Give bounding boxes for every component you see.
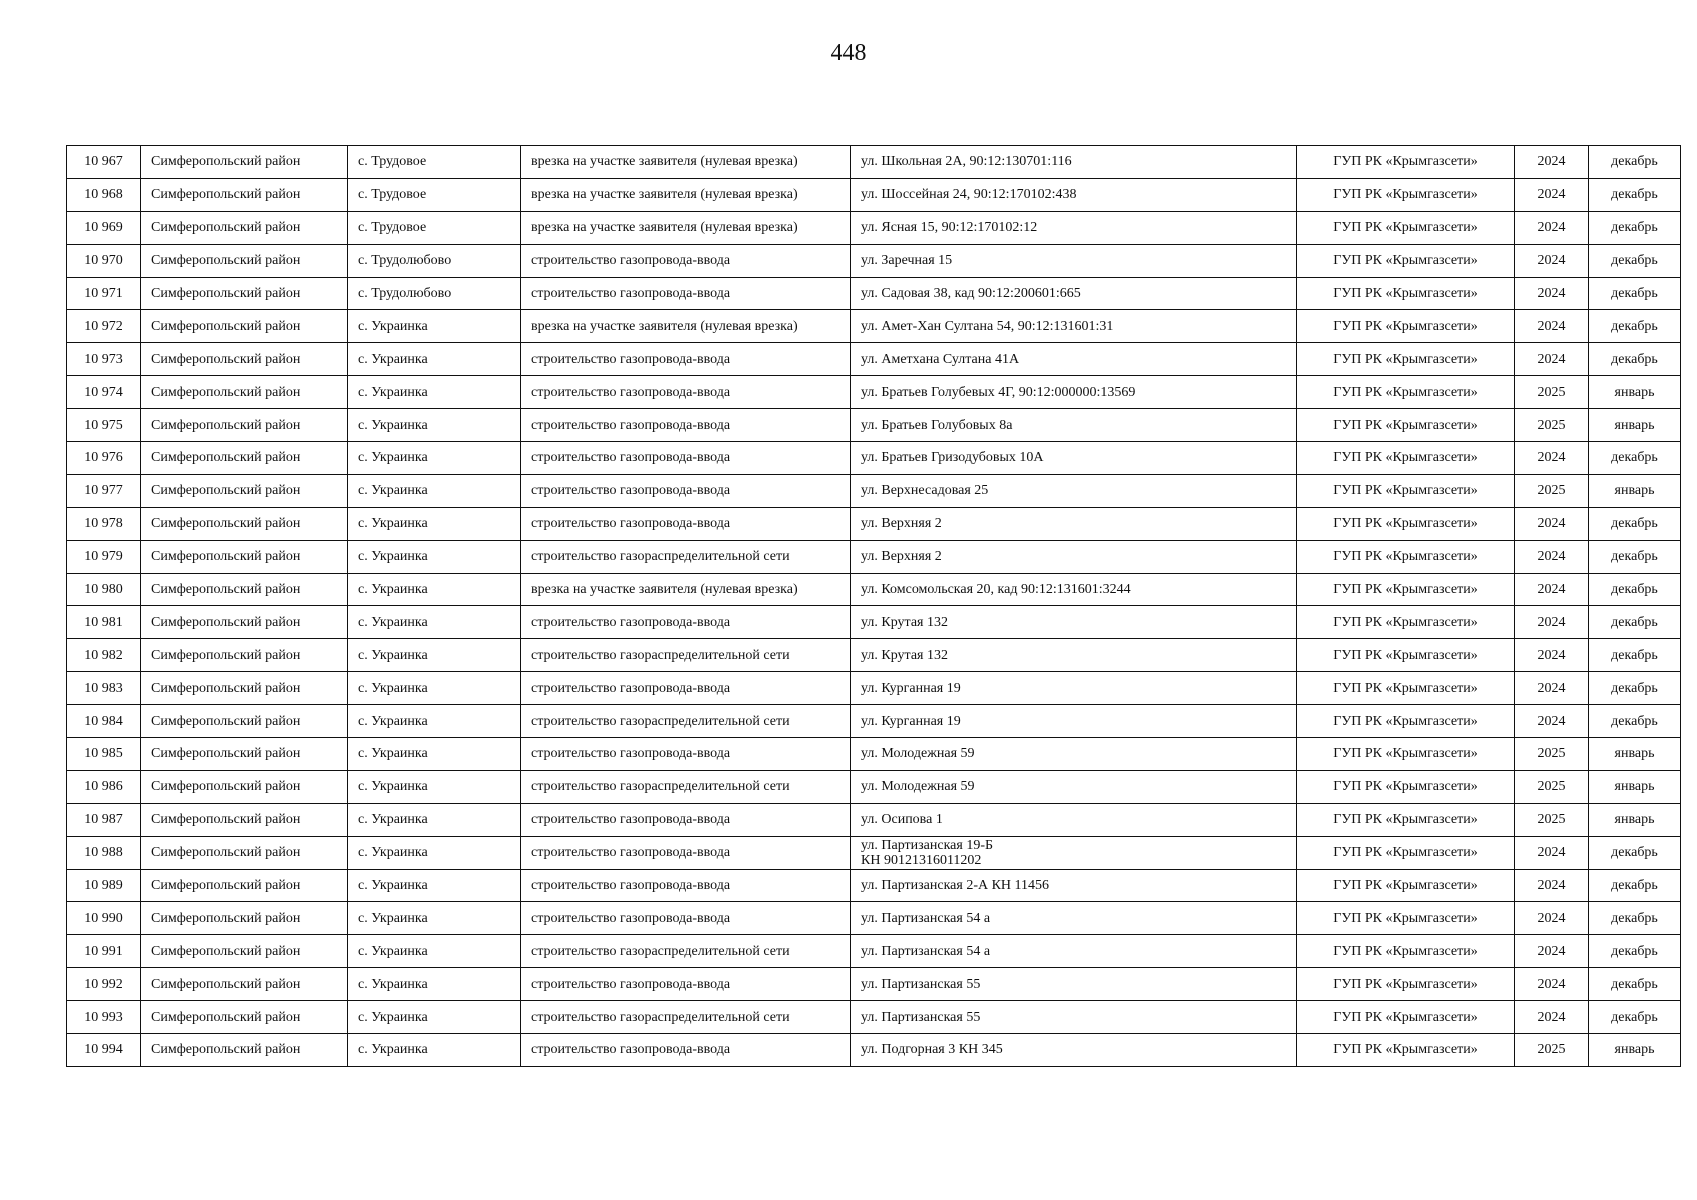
organization-cell: ГУП РК «Крымгазсети» [1297, 442, 1515, 475]
address-line: ул. Братьев Голубевых 4Г, 90:12:000000:13569 [861, 384, 1136, 400]
settlement-cell: с. Украинка [348, 639, 521, 672]
settlement-cell: с. Украинка [348, 474, 521, 507]
address-cell [851, 211, 1297, 244]
address-cell [851, 573, 1297, 606]
work-type-cell: строительство газопровода-ввода [521, 1034, 851, 1067]
organization-cell: ГУП РК «Крымгазсети» [1297, 902, 1515, 935]
address-line: ул. Шоссейная 24, 90:12:170102:438 [861, 187, 1077, 203]
address-line: КН 90121316011202 [861, 852, 982, 868]
row-number-cell: 10 989 [67, 869, 141, 902]
year-cell: 2025 [1515, 770, 1589, 803]
month-cell: январь [1589, 770, 1681, 803]
settlement-cell: с. Украинка [348, 738, 521, 771]
year-cell: 2024 [1515, 442, 1589, 475]
district-cell: Симферопольский район [141, 277, 348, 310]
district-cell: Симферопольский район [141, 376, 348, 409]
address-cell [851, 376, 1297, 409]
work-type-cell: строительство газопровода-ввода [521, 244, 851, 277]
work-type-cell: строительство газопровода-ввода [521, 869, 851, 902]
work-type-cell: врезка на участке заявителя (нулевая врезка) [521, 211, 851, 244]
row-number-cell: 10 968 [67, 178, 141, 211]
table-row [67, 178, 1681, 211]
address-line: ул. Партизанская 55 [861, 1009, 981, 1025]
address-line: ул. Курганная 19 [861, 680, 961, 696]
district-cell: Симферопольский район [141, 869, 348, 902]
row-number-cell: 10 981 [67, 606, 141, 639]
row-number-cell: 10 978 [67, 507, 141, 540]
address-line: ул. Партизанская 19-Б [861, 837, 994, 853]
year-cell: 2024 [1515, 211, 1589, 244]
page-number: 448 [830, 40, 867, 66]
settlement-cell: с. Украинка [348, 606, 521, 639]
settlement-cell: с. Украинка [348, 540, 521, 573]
settlement-cell: с. Украинка [348, 409, 521, 442]
organization-cell: ГУП РК «Крымгазсети» [1297, 146, 1515, 179]
organization-cell: ГУП РК «Крымгазсети» [1297, 178, 1515, 211]
address-line: ул. Крутая 132 [861, 647, 948, 663]
address-line: ул. Крутая 132 [861, 614, 948, 630]
address-line: ул. Аметхана Султана 41А [861, 351, 1020, 367]
address-line: ул. Амет-Хан Султана 54, 90:12:131601:31 [861, 318, 1114, 334]
district-cell: Симферопольский район [141, 343, 348, 376]
year-cell: 2024 [1515, 310, 1589, 343]
year-cell: 2025 [1515, 1034, 1589, 1067]
month-cell: декабрь [1589, 639, 1681, 672]
organization-cell: ГУП РК «Крымгазсети» [1297, 968, 1515, 1001]
year-cell: 2025 [1515, 474, 1589, 507]
address-line: ул. Молодежная 59 [861, 746, 975, 762]
table-row [67, 442, 1681, 475]
address-cell [851, 803, 1297, 836]
settlement-cell: с. Украинка [348, 672, 521, 705]
table-row [67, 507, 1681, 540]
row-number-cell: 10 974 [67, 376, 141, 409]
month-cell: декабрь [1589, 606, 1681, 639]
year-cell: 2024 [1515, 178, 1589, 211]
table-body [67, 146, 1681, 1067]
address-cell [851, 1001, 1297, 1034]
year-cell: 2024 [1515, 968, 1589, 1001]
month-cell: декабрь [1589, 507, 1681, 540]
month-cell: декабрь [1589, 902, 1681, 935]
settlement-cell: с. Украинка [348, 507, 521, 540]
month-cell: декабрь [1589, 277, 1681, 310]
month-cell: декабрь [1589, 442, 1681, 475]
year-cell: 2024 [1515, 507, 1589, 540]
settlement-cell: с. Трудолюбово [348, 244, 521, 277]
year-cell: 2024 [1515, 277, 1589, 310]
work-type-cell: строительство газораспределительной сети [521, 540, 851, 573]
month-cell: январь [1589, 474, 1681, 507]
month-cell: декабрь [1589, 244, 1681, 277]
address-line: ул. Комсомольская 20, кад 90:12:131601:3244 [861, 582, 1131, 598]
organization-cell: ГУП РК «Крымгазсети» [1297, 343, 1515, 376]
year-cell: 2024 [1515, 836, 1589, 869]
address-cell [851, 244, 1297, 277]
organization-cell: ГУП РК «Крымгазсети» [1297, 869, 1515, 902]
table-row [67, 409, 1681, 442]
organization-cell: ГУП РК «Крымгазсети» [1297, 474, 1515, 507]
table-row [67, 639, 1681, 672]
month-cell: январь [1589, 409, 1681, 442]
table-row [67, 1034, 1681, 1067]
district-cell: Симферопольский район [141, 836, 348, 869]
address-cell [851, 343, 1297, 376]
address-cell [851, 310, 1297, 343]
settlement-cell: с. Украинка [348, 968, 521, 1001]
table-row [67, 606, 1681, 639]
organization-cell: ГУП РК «Крымгазсети» [1297, 606, 1515, 639]
district-cell: Симферопольский район [141, 935, 348, 968]
work-type-cell: строительство газопровода-ввода [521, 738, 851, 771]
settlement-cell: с. Трудовое [348, 211, 521, 244]
work-type-cell: строительство газораспределительной сети [521, 935, 851, 968]
organization-cell: ГУП РК «Крымгазсети» [1297, 935, 1515, 968]
district-cell: Симферопольский район [141, 639, 348, 672]
work-type-cell: строительство газопровода-ввода [521, 376, 851, 409]
work-type-cell: строительство газораспределительной сети [521, 770, 851, 803]
address-line: ул. Заречная 15 [861, 253, 953, 269]
table-row [67, 672, 1681, 705]
address-cell [851, 935, 1297, 968]
address-cell [851, 672, 1297, 705]
month-cell: декабрь [1589, 540, 1681, 573]
work-type-cell: строительство газопровода-ввода [521, 606, 851, 639]
district-cell: Симферопольский район [141, 1001, 348, 1034]
month-cell: декабрь [1589, 146, 1681, 179]
district-cell: Симферопольский район [141, 474, 348, 507]
month-cell: декабрь [1589, 211, 1681, 244]
organization-cell: ГУП РК «Крымгазсети» [1297, 540, 1515, 573]
table-row [67, 343, 1681, 376]
table-row [67, 902, 1681, 935]
table-row [67, 869, 1681, 902]
row-number-cell: 10 980 [67, 573, 141, 606]
district-cell: Симферопольский район [141, 803, 348, 836]
table-row [67, 376, 1681, 409]
work-type-cell: врезка на участке заявителя (нулевая врезка) [521, 573, 851, 606]
district-cell: Симферопольский район [141, 672, 348, 705]
year-cell: 2025 [1515, 803, 1589, 836]
row-number-cell: 10 975 [67, 409, 141, 442]
work-type-cell: строительство газораспределительной сети [521, 1001, 851, 1034]
year-cell: 2024 [1515, 1001, 1589, 1034]
table-row [67, 935, 1681, 968]
organization-cell: ГУП РК «Крымгазсети» [1297, 770, 1515, 803]
table-row [67, 277, 1681, 310]
work-type-cell: строительство газопровода-ввода [521, 968, 851, 1001]
month-cell: декабрь [1589, 343, 1681, 376]
year-cell: 2024 [1515, 672, 1589, 705]
row-number-cell: 10 973 [67, 343, 141, 376]
month-cell: декабрь [1589, 573, 1681, 606]
work-type-cell: строительство газопровода-ввода [521, 409, 851, 442]
table-row [67, 1001, 1681, 1034]
month-cell: январь [1589, 738, 1681, 771]
address-cell [851, 902, 1297, 935]
row-number-cell: 10 986 [67, 770, 141, 803]
address-line: ул. Партизанская 54 а [861, 943, 991, 959]
organization-cell: ГУП РК «Крымгазсети» [1297, 277, 1515, 310]
settlement-cell: с. Украинка [348, 1001, 521, 1034]
district-cell: Симферопольский район [141, 507, 348, 540]
settlement-cell: с. Трудовое [348, 178, 521, 211]
table-row [67, 474, 1681, 507]
organization-cell: ГУП РК «Крымгазсети» [1297, 507, 1515, 540]
district-cell: Симферопольский район [141, 968, 348, 1001]
address-line: ул. Верхняя 2 [861, 516, 942, 532]
row-number-cell: 10 977 [67, 474, 141, 507]
address-line: ул. Школьная 2А, 90:12:130701:116 [861, 154, 1072, 170]
row-number-cell: 10 985 [67, 738, 141, 771]
row-number-cell: 10 969 [67, 211, 141, 244]
address-cell [851, 606, 1297, 639]
year-cell: 2024 [1515, 573, 1589, 606]
table-row [67, 146, 1681, 179]
year-cell: 2024 [1515, 244, 1589, 277]
address-cell [851, 409, 1297, 442]
work-type-cell: строительство газораспределительной сети [521, 639, 851, 672]
organization-cell: ГУП РК «Крымгазсети» [1297, 310, 1515, 343]
settlement-cell: с. Украинка [348, 935, 521, 968]
address-cell [851, 1034, 1297, 1067]
row-number-cell: 10 987 [67, 803, 141, 836]
address-cell [851, 738, 1297, 771]
year-cell: 2024 [1515, 902, 1589, 935]
address-cell [851, 705, 1297, 738]
address-line: ул. Садовая 38, кад 90:12:200601:665 [861, 286, 1081, 301]
organization-cell: ГУП РК «Крымгазсети» [1297, 1034, 1515, 1067]
settlement-cell: с. Трудовое [348, 146, 521, 179]
address-line: ул. Курганная 19 [861, 713, 961, 729]
row-number-cell: 10 991 [67, 935, 141, 968]
organization-cell: ГУП РК «Крымгазсети» [1297, 573, 1515, 606]
row-number-cell: 10 970 [67, 244, 141, 277]
district-cell: Симферопольский район [141, 606, 348, 639]
month-cell: декабрь [1589, 705, 1681, 738]
address-line: ул. Молодежная 59 [861, 779, 975, 795]
address-cell [851, 639, 1297, 672]
year-cell: 2025 [1515, 738, 1589, 771]
address-cell [851, 474, 1297, 507]
table-row [67, 968, 1681, 1001]
address-line: ул. Партизанская 2-А КН 11456 [861, 878, 1050, 894]
table-row [67, 770, 1681, 803]
row-number-cell: 10 988 [67, 836, 141, 869]
address-cell [851, 146, 1297, 179]
district-cell: Симферопольский район [141, 902, 348, 935]
year-cell: 2025 [1515, 409, 1589, 442]
address-line: ул. Партизанская 54 а [861, 910, 991, 926]
address-cell [851, 770, 1297, 803]
address-line: ул. Верхняя 2 [861, 549, 942, 565]
month-cell: декабрь [1589, 968, 1681, 1001]
work-type-cell: строительство газопровода-ввода [521, 474, 851, 507]
row-number-cell: 10 994 [67, 1034, 141, 1067]
month-cell: январь [1589, 376, 1681, 409]
settlement-cell: с. Украинка [348, 442, 521, 475]
district-cell: Симферопольский район [141, 442, 348, 475]
settlement-cell: с. Украинка [348, 869, 521, 902]
month-cell: январь [1589, 1034, 1681, 1067]
table-row [67, 738, 1681, 771]
organization-cell: ГУП РК «Крымгазсети» [1297, 705, 1515, 738]
year-cell: 2024 [1515, 639, 1589, 672]
settlement-cell: с. Трудолюбово [348, 277, 521, 310]
work-type-cell: строительство газопровода-ввода [521, 803, 851, 836]
month-cell: декабрь [1589, 1001, 1681, 1034]
district-cell: Симферопольский район [141, 409, 348, 442]
row-number-cell: 10 979 [67, 540, 141, 573]
table-row [67, 705, 1681, 738]
year-cell: 2024 [1515, 935, 1589, 968]
row-number-cell: 10 992 [67, 968, 141, 1001]
year-cell: 2024 [1515, 869, 1589, 902]
table-row [67, 244, 1681, 277]
settlement-cell: с. Украинка [348, 573, 521, 606]
year-cell: 2024 [1515, 343, 1589, 376]
month-cell: январь [1589, 803, 1681, 836]
table-row [67, 803, 1681, 836]
row-number-cell: 10 993 [67, 1001, 141, 1034]
address-line: ул. Ясная 15, 90:12:170102:12 [861, 220, 1038, 236]
district-cell: Симферопольский район [141, 310, 348, 343]
work-type-cell: врезка на участке заявителя (нулевая врезка) [521, 146, 851, 179]
address-line: ул. Партизанская 55 [861, 976, 981, 992]
organization-cell: ГУП РК «Крымгазсети» [1297, 836, 1515, 869]
table-row [67, 540, 1681, 573]
address-cell [851, 178, 1297, 211]
district-cell: Симферопольский район [141, 1034, 348, 1067]
address-cell [851, 277, 1297, 310]
district-cell: Симферопольский район [141, 178, 348, 211]
row-number-cell: 10 967 [67, 146, 141, 179]
row-number-cell: 10 983 [67, 672, 141, 705]
row-number-cell: 10 982 [67, 639, 141, 672]
address-cell [851, 968, 1297, 1001]
organization-cell: ГУП РК «Крымгазсети» [1297, 1001, 1515, 1034]
row-number-cell: 10 971 [67, 277, 141, 310]
work-type-cell: строительство газораспределительной сети [521, 705, 851, 738]
settlement-cell: с. Украинка [348, 770, 521, 803]
district-cell: Симферопольский район [141, 705, 348, 738]
settlement-cell: с. Украинка [348, 310, 521, 343]
settlement-cell: с. Украинка [348, 902, 521, 935]
row-number-cell: 10 990 [67, 902, 141, 935]
organization-cell: ГУП РК «Крымгазсети» [1297, 244, 1515, 277]
work-type-cell: строительство газопровода-ввода [521, 343, 851, 376]
address-cell [851, 540, 1297, 573]
work-type-cell: строительство газопровода-ввода [521, 507, 851, 540]
district-cell: Симферопольский район [141, 146, 348, 179]
month-cell: декабрь [1589, 869, 1681, 902]
month-cell: декабрь [1589, 178, 1681, 211]
settlement-cell: с. Украинка [348, 836, 521, 869]
work-type-cell: строительство газопровода-ввода [521, 836, 851, 869]
district-cell: Симферопольский район [141, 573, 348, 606]
table-row [67, 310, 1681, 343]
table-row [67, 211, 1681, 244]
table-row [67, 573, 1681, 606]
organization-cell: ГУП РК «Крымгазсети» [1297, 639, 1515, 672]
settlement-cell: с. Украинка [348, 376, 521, 409]
address-line: ул. Братьев Голубовых 8а [861, 417, 1013, 433]
work-type-cell: врезка на участке заявителя (нулевая врезка) [521, 310, 851, 343]
settlement-cell: с. Украинка [348, 343, 521, 376]
month-cell: декабрь [1589, 310, 1681, 343]
table-row [67, 836, 1681, 869]
month-cell: декабрь [1589, 672, 1681, 705]
settlement-cell: с. Украинка [348, 1034, 521, 1067]
row-number-cell: 10 972 [67, 310, 141, 343]
month-cell: декабрь [1589, 836, 1681, 869]
year-cell: 2024 [1515, 540, 1589, 573]
address-line: ул. Осипова 1 [861, 812, 943, 828]
work-type-cell: строительство газопровода-ввода [521, 442, 851, 475]
district-cell: Симферопольский район [141, 211, 348, 244]
gasification-table [66, 145, 1681, 1067]
organization-cell: ГУП РК «Крымгазсети» [1297, 738, 1515, 771]
district-cell: Симферопольский район [141, 770, 348, 803]
organization-cell: ГУП РК «Крымгазсети» [1297, 803, 1515, 836]
settlement-cell: с. Украинка [348, 803, 521, 836]
organization-cell: ГУП РК «Крымгазсети» [1297, 211, 1515, 244]
month-cell: декабрь [1589, 935, 1681, 968]
work-type-cell: строительство газопровода-ввода [521, 902, 851, 935]
district-cell: Симферопольский район [141, 244, 348, 277]
address-cell [851, 442, 1297, 475]
address-line: ул. Подгорная 3 КН 345 [861, 1042, 1003, 1058]
year-cell: 2024 [1515, 146, 1589, 179]
year-cell: 2025 [1515, 376, 1589, 409]
row-number-cell: 10 984 [67, 705, 141, 738]
address-cell [851, 869, 1297, 902]
year-cell: 2024 [1515, 606, 1589, 639]
work-type-cell: врезка на участке заявителя (нулевая врезка) [521, 178, 851, 211]
address-cell [851, 836, 1297, 869]
settlement-cell: с. Украинка [348, 705, 521, 738]
organization-cell: ГУП РК «Крымгазсети» [1297, 409, 1515, 442]
work-type-cell: строительство газопровода-ввода [521, 672, 851, 705]
row-number-cell: 10 976 [67, 442, 141, 475]
organization-cell: ГУП РК «Крымгазсети» [1297, 376, 1515, 409]
address-line: ул. Братьев Гризодубовых 10А [861, 450, 1044, 466]
work-type-cell: строительство газопровода-ввода [521, 277, 851, 310]
year-cell: 2024 [1515, 705, 1589, 738]
address-cell [851, 507, 1297, 540]
district-cell: Симферопольский район [141, 738, 348, 771]
address-line: ул. Верхнесадовая 25 [861, 483, 989, 499]
organization-cell: ГУП РК «Крымгазсети» [1297, 672, 1515, 705]
district-cell: Симферопольский район [141, 540, 348, 573]
